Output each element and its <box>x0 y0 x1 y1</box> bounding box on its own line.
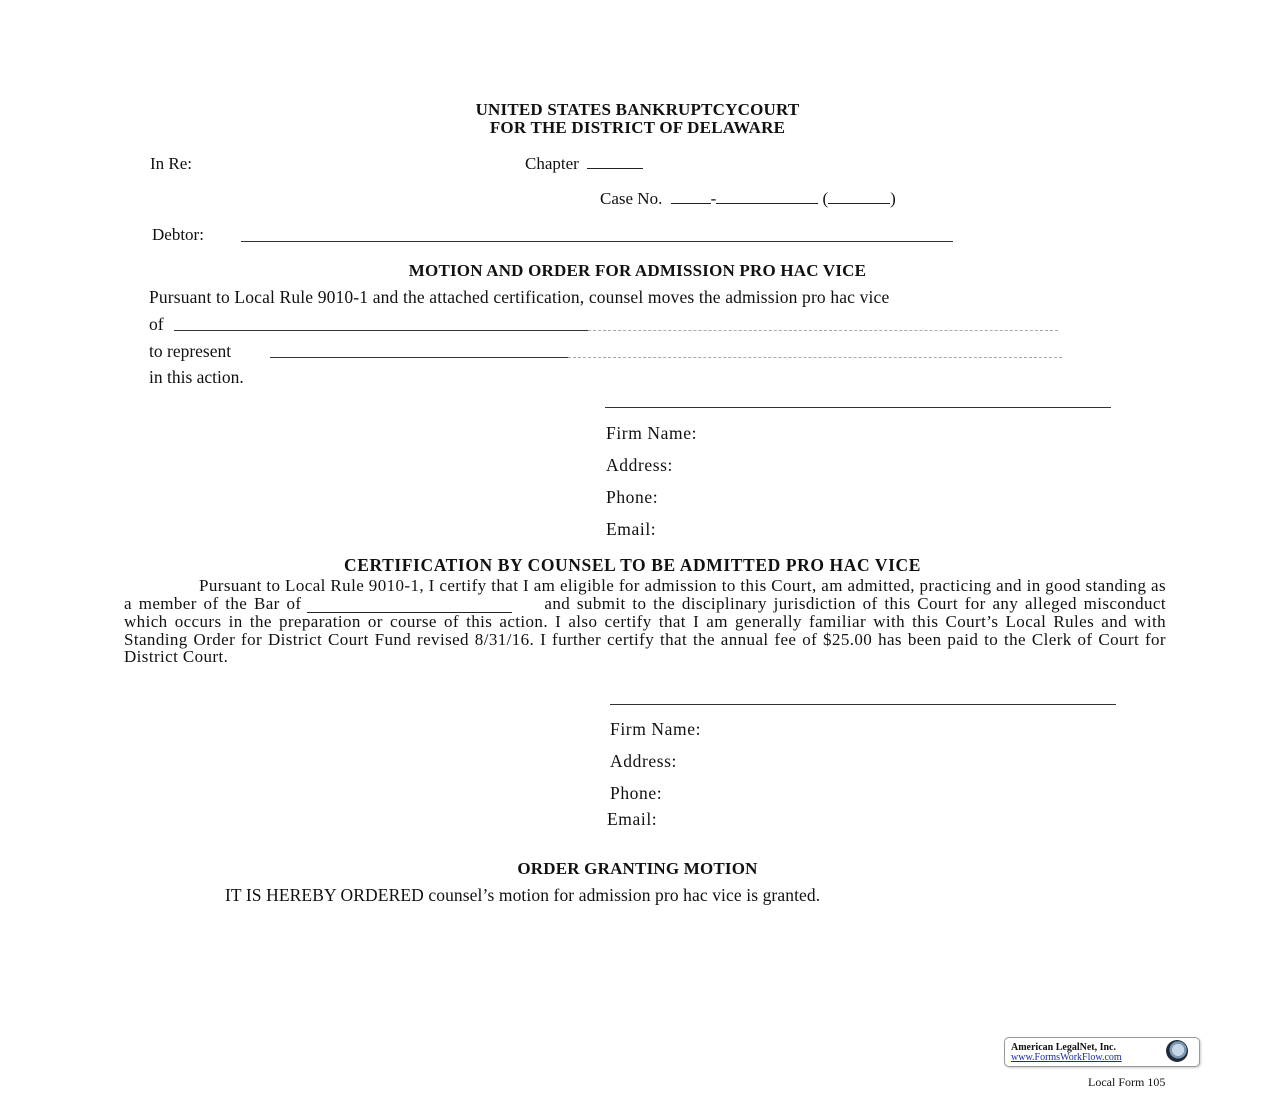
case-no-number-input[interactable] <box>716 202 818 204</box>
motion-intro: Pursuant to Local Rule 9010-1 and the attached certification, counsel moves the admission pro hac vice <box>149 287 890 307</box>
motion-address-label: Address: <box>606 455 674 475</box>
form-number: Local Form 105 <box>1088 1075 1166 1089</box>
case-no-judge-input[interactable] <box>828 202 890 204</box>
globe-icon <box>1166 1040 1188 1062</box>
motion-email-label: Email: <box>606 519 657 539</box>
chapter-input[interactable] <box>587 167 643 169</box>
bar-state-input[interactable] <box>307 595 512 614</box>
certification-address-label: Address: <box>610 751 678 771</box>
in-re-label: In Re: <box>150 154 193 173</box>
motion-firm-name-label: Firm Name: <box>606 423 698 443</box>
certification-title: CERTIFICATION BY COUNSEL TO BE ADMITTED PRO HAC VICE <box>343 555 922 575</box>
case-no-label: Case No. <box>600 189 663 208</box>
court-title-line1: UNITED STATES BANKRUPTCYCOURT <box>475 100 800 119</box>
american-legalnet-badge[interactable] <box>1004 1037 1200 1067</box>
debtor-label: Debtor: <box>152 225 204 244</box>
motion-signature-line[interactable] <box>605 407 1111 408</box>
of-attorney-input-extension[interactable] <box>588 330 1058 331</box>
certification-signature-line[interactable] <box>610 704 1116 705</box>
certification-email-label: Email: <box>607 809 658 829</box>
certification-text-part1: Pursuant to Local Rule 9010-1, I certify that I am eligible for admission to this Court, am admitted, practicing and in good standing as a member of the Bar of <box>124 576 1166 613</box>
represent-label: to represent <box>149 341 232 361</box>
chapter-field <box>525 154 643 174</box>
certification-paragraph <box>124 577 1166 666</box>
debtor-input[interactable] <box>241 241 953 242</box>
case-no-field: Case No. - ( ) <box>600 189 896 208</box>
certification-firm-name-label: Firm Name: <box>610 719 702 739</box>
company-url-link[interactable]: www.FormsWorkFlow.com <box>1011 1052 1122 1063</box>
certification-phone-label: Phone: <box>610 783 663 803</box>
order-text: IT IS HEREBY ORDERED counsel’s motion for admission pro hac vice is granted. <box>225 885 821 905</box>
motion-phone-label: Phone: <box>606 487 659 507</box>
of-label: of <box>149 314 164 334</box>
represent-client-input[interactable] <box>270 357 568 358</box>
of-attorney-input[interactable] <box>174 330 588 331</box>
certification-text-part2: and submit to the disciplinary jurisdiction of this Court for any alleged misconduct which occurs in the preparation or course of this action. I also certify that I am generally familiar with this Court’s Local Rules and with Standing Order for District Court Fund revised 8/31/16. I further certify that the annual fee of $25.00 has been paid to the Clerk of Court for District Court. <box>124 593 1166 667</box>
represent-client-input-extension[interactable] <box>568 357 1062 358</box>
motion-closing: in this action. <box>149 367 244 387</box>
company-name: American LegalNet, Inc. <box>1011 1042 1116 1053</box>
court-title-line2: FOR THE DISTRICT OF DELAWARE <box>489 118 786 137</box>
motion-title: MOTION AND ORDER FOR ADMISSION PRO HAC VICE <box>408 261 867 280</box>
order-title: ORDER GRANTING MOTION <box>517 859 758 878</box>
case-no-year-input[interactable] <box>671 202 711 204</box>
chapter-label: Chapter <box>525 154 579 173</box>
